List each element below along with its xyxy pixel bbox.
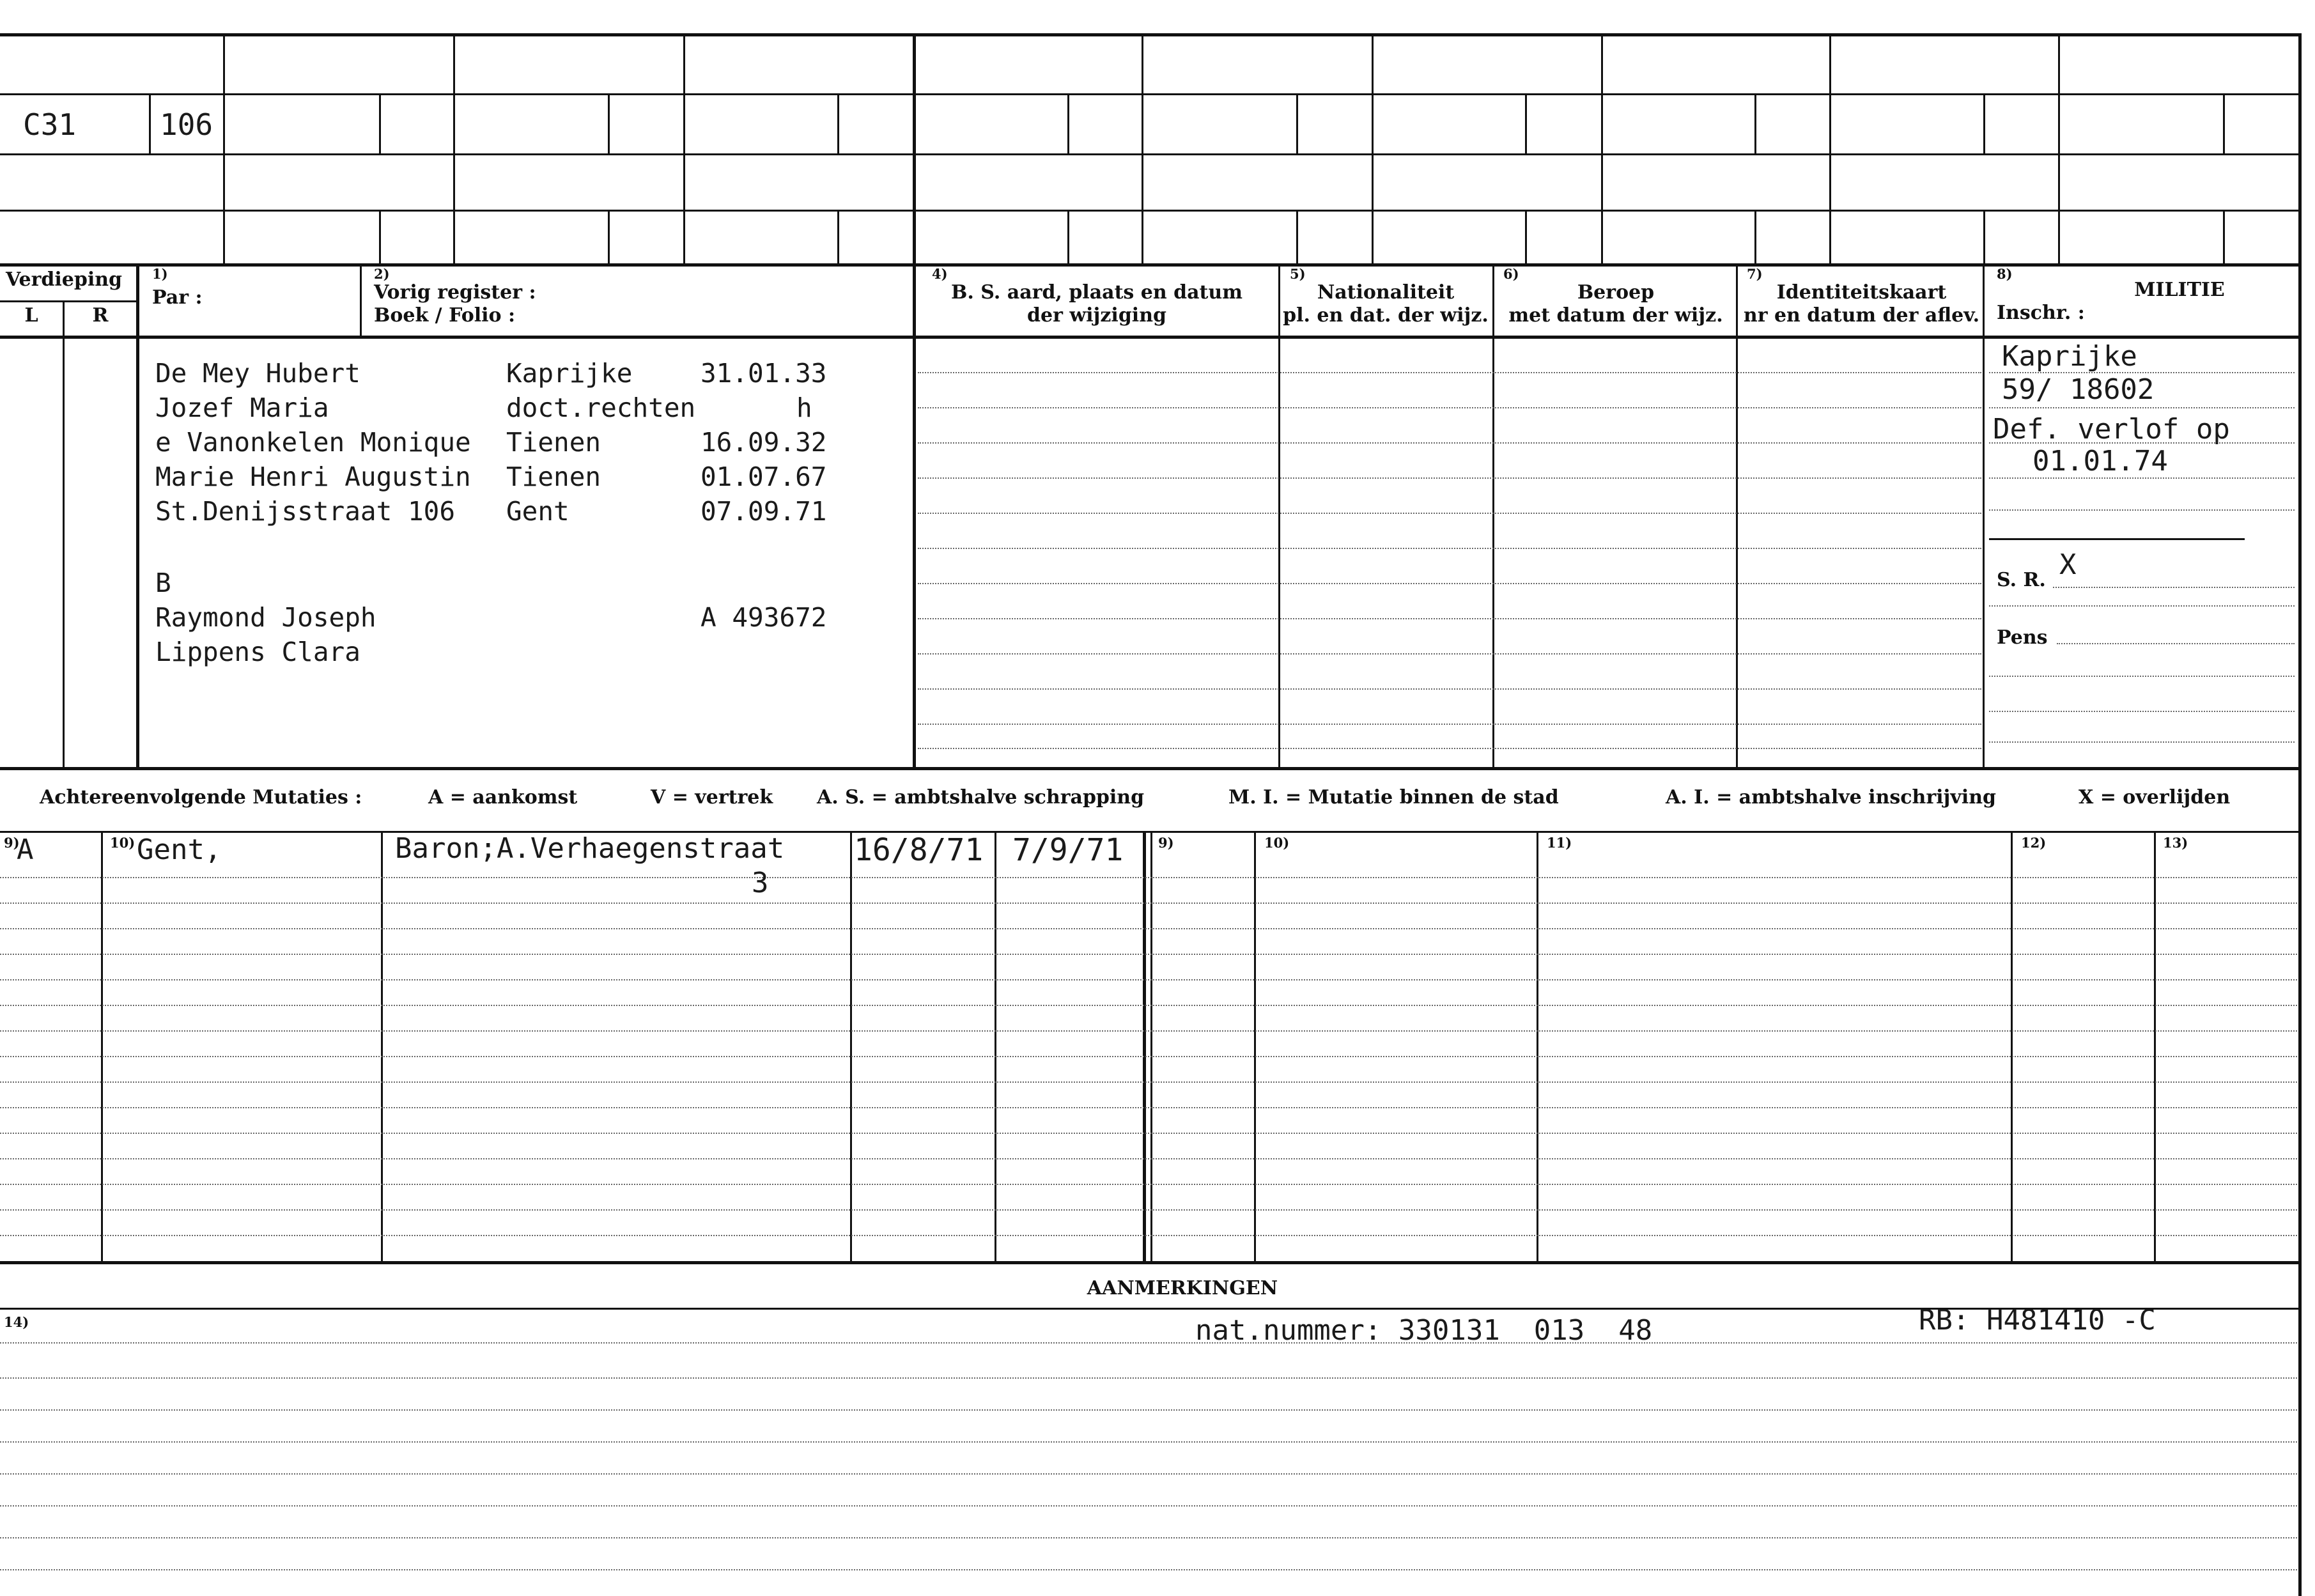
legend-inschrijving: A. I. = ambtshalve inschrijving [1666,786,1997,809]
remarks-ruling [0,1377,2297,1379]
profession-label-line2: met datum der wijz. [1508,304,1723,327]
mutation-ruling [0,954,2297,955]
ruling-line [918,653,1981,655]
mutation-street-number: 3 [752,867,769,899]
spouse-birth-date: 16.09.32 [701,427,827,458]
col1-left-border [136,263,139,768]
militie-verlof-date: 01.01.74 [2032,445,2168,477]
header-grid-tick [837,210,839,265]
remarks-ruling [0,1569,2297,1570]
par-label: Par : [152,286,203,309]
legend-mutatie: M. I. = Mutatie binnen de stad [1228,786,1559,809]
header-grid-tick [2223,93,2225,153]
mutation-ruling [0,1030,2297,1032]
mutation-ruling [0,1158,2297,1159]
header-grid-tick [1067,210,1069,265]
mutation-ruling [0,928,2297,929]
column-header-bottom [0,336,2301,339]
marriage-place: Tienen [506,461,601,492]
col6-number: 6) [1503,266,1519,282]
mutation-col11-number: 11) [1547,835,1572,851]
militie-ruling [1989,741,2295,743]
militie-verlof: Def. verlof op [1993,413,2230,445]
mutation-ruling [0,1056,2297,1057]
header-grid-tick [1754,93,1756,153]
mutation-col-border [995,831,996,1262]
remarks-ruling [0,1473,2297,1475]
mutation-col-border [381,831,383,1262]
remarks-ruling [0,1342,2297,1344]
mutation-ruling [0,1133,2297,1134]
header-grid-tick [1983,210,1985,265]
spouse-given-names: Marie Henri Augustin [155,461,471,492]
mutation-ruling [0,979,2297,980]
militie-ruling [1989,509,2295,511]
mutation-col9-number: 9) [4,835,20,851]
header-grid-tick [1067,93,1069,153]
header-grid-col [1601,33,1603,265]
header-code: C31 [23,107,77,142]
bs-label-line1: B. S. aard, plaats en datum [951,281,1243,304]
col8-left-border [1983,263,1985,768]
militie-ruling [1989,605,2295,607]
person-name: De Mey Hubert [155,358,360,389]
profession: doct.rechten [506,392,696,423]
national-number: nat.nummer: 330131 013 48 [1195,1314,1653,1347]
col2-number: 2) [374,266,390,282]
mutation-col-border [1150,831,1152,1262]
ruling-line [918,407,1981,408]
mutation-col10b-number: 10) [1264,835,1290,851]
header-grid-tick [379,210,381,265]
remarks-number: 14) [4,1314,29,1330]
ruling-line [918,548,1981,549]
mutation-ruling [0,1184,2297,1185]
remarks-ruling [0,1409,2297,1411]
previous-city: Gent [506,496,569,527]
header-grid-tick [837,93,839,153]
ruling-line [918,724,1981,725]
header-number: 106 [160,107,213,142]
header-grid-line [0,153,2298,155]
header-grid-line [0,210,2298,212]
mother-name: Lippens Clara [155,637,360,667]
header-grid-col [1142,33,1143,265]
col7-left-border [1736,263,1738,768]
mutation-col-border [1254,831,1256,1262]
mutation-col10-number: 10) [110,835,135,851]
col8-number: 8) [1997,266,2013,282]
mutation-col-border [2154,831,2156,1262]
code-separator [149,104,151,148]
nationality-label-line2: pl. en dat. der wijz. [1283,304,1489,327]
vorig-register-label: Vorig register : [374,281,536,304]
militie-ruling [1989,407,2295,408]
ruling-line [918,618,1981,619]
pens-label: Pens [1997,626,2048,649]
header-grid-col [1372,33,1374,265]
sr-label: S. R. [1997,569,2046,591]
right-border [2298,33,2302,1596]
verdieping-divider [0,300,136,302]
mutation-col9b-number: 9) [1158,835,1174,851]
militie-rule [1989,538,2245,540]
sex-mark: h [796,392,812,423]
ruling-line [918,583,1981,584]
sr-value: X [2059,548,2077,581]
header-grid-tick [2223,210,2225,265]
col4-number: 4) [932,266,948,282]
remarks-ruling [0,1537,2297,1538]
person-given-names: Jozef Maria [155,392,329,423]
legend-aankomst: A = aankomst [428,786,578,809]
mutation-ruling [0,1209,2297,1211]
mutation-col13-number: 13) [2163,835,2188,851]
militie-place: Kaprijke [2002,340,2137,373]
mutation-col-border [2011,831,2013,1262]
header-grid-col [2058,33,2060,265]
col2-left-border [360,263,362,337]
header-grid-bottom [0,263,2301,267]
header-grid-tick [379,93,381,153]
ruling-line [918,477,1981,479]
mutation-col-border [1537,831,1538,1262]
militie-ruling [1989,711,2295,712]
header-grid-tick [608,93,610,153]
header-grid-col [913,33,916,265]
header-grid-tick [1754,210,1756,265]
arrival-date: 07.09.71 [701,496,827,527]
floor-lr-divider [63,300,65,768]
mutation-ruling [0,903,2297,904]
identity-label-line2: nr en datum der aflev. [1743,304,1980,327]
mutation-col-border [1143,831,1146,1262]
floor-r-label: R [92,304,109,327]
legend-overlijden: X = overlijden [2079,786,2231,809]
legend-vertrek: V = vertrek [651,786,773,809]
ruling-line [918,513,1981,514]
header-grid-col [1829,33,1831,265]
floor-l-label: L [24,304,38,327]
header-grid-line [0,93,2298,95]
header-grid-col [683,33,685,265]
ruling-line [918,372,1981,373]
header-grid-tick [1525,210,1527,265]
mutation-type: A [17,833,34,866]
mutation-city: Gent, [137,833,222,866]
ruling-line [918,748,1981,749]
col1-number: 1) [152,266,168,282]
birth-date: 31.01.33 [701,358,827,389]
boek-folio-label: Boek / Folio : [374,304,516,327]
militie-ruling [1989,676,2295,677]
legend-title: Achtereenvolgende Mutaties : [40,786,362,809]
mutation-ruling [0,877,2297,878]
mutation-date-arrival: 16/8/71 [854,832,984,868]
person-section-bottom [0,767,2301,770]
spouse-name: e Vanonkelen Monique [155,427,471,458]
col4-left-border [913,263,916,768]
spouse-birth-place: Tienen [506,427,601,458]
col7-number: 7) [1747,266,1763,282]
mutation-street: Baron;A.Verhaegenstraat [395,832,785,865]
mutation-ruling [0,1235,2297,1236]
verdieping-label: Verdieping [5,268,123,291]
remarks-ruling [0,1441,2297,1443]
header-grid-tick [1983,93,1985,153]
col6-left-border [1492,263,1494,768]
previous-address: St.Denijsstraat 106 [155,496,455,527]
legend-schrapping: A. S. = ambtshalve schrapping [817,786,1145,809]
father-name: Raymond Joseph [155,602,376,633]
ruling-line [918,442,1981,444]
col5-left-border [1278,263,1280,768]
pens-field-line [2057,643,2295,644]
identity-number: A 493672 [701,602,827,633]
nationality-label-line1: Nationaliteit [1317,281,1455,304]
remarks-title: AANMERKINGEN [1087,1277,1278,1299]
remarks-ruling [0,1505,2297,1507]
mutation-col-border [850,831,852,1262]
militie-number: 59/ 18602 [2002,373,2155,406]
header-grid-col [453,33,455,265]
header-grid-tick [1296,210,1298,265]
sr-field-line [2053,587,2295,588]
mutation-ruling [0,1081,2297,1083]
mutation-ruling [0,1005,2297,1006]
marriage-date: 01.07.67 [701,461,827,492]
inschr-label: Inschr. : [1997,302,2085,324]
header-grid-col [223,33,225,265]
col5-number: 5) [1290,266,1306,282]
top-border [0,33,2301,36]
mutation-col-border [101,831,103,1262]
identity-label-line1: Identiteitskaart [1776,281,1947,304]
header-grid-tick [1525,93,1527,153]
birth-place: Kaprijke [506,358,633,389]
ruling-line [918,688,1981,690]
bs-label-line2: der wijziging [1027,304,1166,327]
header-grid-tick [1296,93,1298,153]
mutation-col12-number: 12) [2021,835,2047,851]
nationality-code: B [155,568,171,598]
mutation-date-registration: 7/9/71 [1012,832,1124,868]
militie-title: MILITIE [2134,279,2225,301]
profession-label-line1: Beroep [1577,281,1655,304]
rb-number: RB: H481410 -C [1919,1304,2156,1336]
militie-ruling [1989,477,2295,479]
header-grid-tick [608,210,610,265]
mutation-ruling [0,1107,2297,1108]
